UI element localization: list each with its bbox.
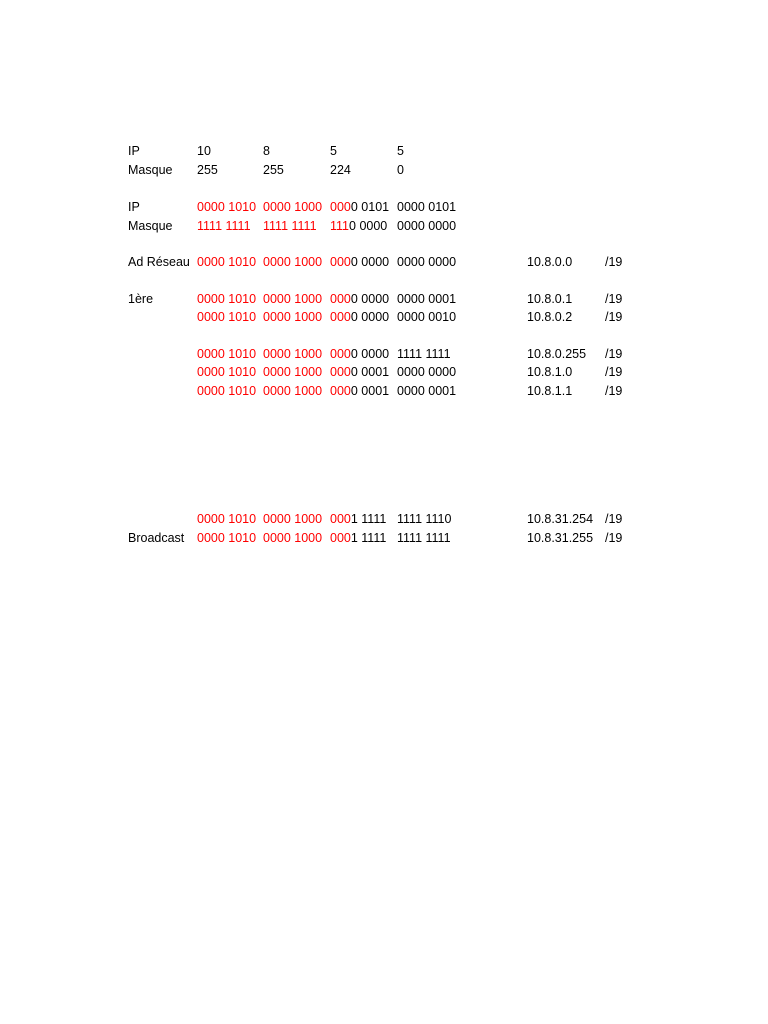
- network-bits: 000: [330, 292, 351, 306]
- network-bits: 000: [330, 531, 351, 545]
- row-label: Masque: [128, 219, 173, 233]
- cidr-suffix: /19: [605, 512, 623, 526]
- dotted-ip: 10.8.1.1: [527, 384, 573, 398]
- host-bits: 0 0101: [350, 200, 390, 214]
- row-label: Masque: [128, 163, 173, 177]
- octet-3-binary: [330, 510, 386, 528]
- network-bits: 000: [330, 310, 351, 324]
- network-bits: 000: [330, 384, 351, 398]
- host-bits: 0 0000: [350, 292, 390, 306]
- octet-2-binary: 0000 1000: [263, 365, 323, 379]
- octet-4: 0: [397, 163, 404, 177]
- host-bits: 0 0001: [350, 384, 390, 398]
- octet-2-binary: 0000 1000: [263, 384, 323, 398]
- octet-4-binary: 0000 0001: [397, 292, 457, 306]
- octet-4-binary: 0000 0000: [397, 365, 457, 379]
- octet-1-binary: 0000 1010: [197, 292, 257, 306]
- octet-4-binary: 0000 0001: [397, 384, 457, 398]
- octet-1-binary: 0000 1010: [197, 347, 257, 361]
- octet-3-binary: [330, 529, 386, 547]
- host-bits: 1 1111: [350, 512, 387, 526]
- octet-1-binary: 0000 1010: [197, 384, 257, 398]
- octet-3-binary: [330, 382, 389, 400]
- octet-4-binary: 0000 0101: [397, 200, 457, 214]
- octet-1-binary: 0000 1010: [197, 512, 257, 526]
- octet-4-binary: 0000 0010: [397, 310, 457, 324]
- octet-4: 5: [397, 144, 404, 158]
- dotted-ip: 10.8.0.2: [527, 310, 573, 324]
- network-bits: 000: [330, 365, 351, 379]
- octet-1-binary: 0000 1010: [197, 531, 257, 545]
- octet-4-binary: 0000 0000: [397, 255, 457, 269]
- octet-2-binary: 1111 1111: [263, 219, 317, 233]
- cidr-suffix: /19: [605, 347, 623, 361]
- octet-3-binary: [330, 217, 387, 235]
- octet-2-binary: 0000 1000: [263, 310, 323, 324]
- dotted-ip: 10.8.31.255: [527, 531, 594, 545]
- network-bits: 000: [330, 347, 351, 361]
- octet-4-binary: 0000 0000: [397, 219, 457, 233]
- octet-1: 10: [197, 144, 211, 158]
- octet-3: 224: [330, 163, 351, 177]
- octet-4-binary: 1111 1111: [397, 531, 451, 545]
- host-bits: 0 0001: [350, 365, 390, 379]
- network-bits: 111: [330, 219, 350, 233]
- cidr-suffix: /19: [605, 310, 623, 324]
- host-bits: 0 0000: [349, 219, 388, 233]
- octet-3-binary: [330, 345, 389, 363]
- octet-4-binary: 1111 1111: [397, 347, 451, 361]
- row-label: Broadcast: [128, 531, 185, 545]
- row-label: Ad Réseau: [128, 255, 190, 269]
- cidr-suffix: /19: [605, 384, 623, 398]
- cidr-suffix: /19: [605, 255, 623, 269]
- octet-3: 5: [330, 144, 337, 158]
- octet-1-binary: 0000 1010: [197, 310, 257, 324]
- cidr-suffix: /19: [605, 531, 623, 545]
- octet-2: 255: [263, 163, 284, 177]
- cidr-suffix: /19: [605, 365, 623, 379]
- row-label: IP: [128, 200, 140, 214]
- octet-1: 255: [197, 163, 218, 177]
- dotted-ip: 10.8.0.1: [527, 292, 573, 306]
- octet-1-binary: 1111 1111: [197, 219, 251, 233]
- octet-2-binary: 0000 1000: [263, 347, 323, 361]
- octet-4-binary: 1111 1110: [397, 512, 452, 526]
- octet-2: 8: [263, 144, 270, 158]
- dotted-ip: 10.8.0.0: [527, 255, 573, 269]
- cidr-suffix: /19: [605, 292, 623, 306]
- octet-2-binary: 0000 1000: [263, 255, 323, 269]
- octet-2-binary: 0000 1000: [263, 512, 323, 526]
- octet-1-binary: 0000 1010: [197, 365, 257, 379]
- host-bits: 1 1111: [350, 531, 387, 545]
- network-bits: 000: [330, 255, 351, 269]
- octet-3-binary: [330, 198, 389, 216]
- host-bits: 0 0000: [350, 255, 390, 269]
- octet-3-binary: [330, 290, 389, 308]
- octet-3-binary: [330, 253, 389, 271]
- network-bits: 000: [330, 512, 351, 526]
- dotted-ip: 10.8.1.0: [527, 365, 573, 379]
- network-bits: 000: [330, 200, 351, 214]
- octet-1-binary: 0000 1010: [197, 255, 257, 269]
- octet-2-binary: 0000 1000: [263, 531, 323, 545]
- octet-3-binary: [330, 363, 389, 381]
- octet-2-binary: 0000 1000: [263, 292, 323, 306]
- dotted-ip: 10.8.31.254: [527, 512, 594, 526]
- octet-2-binary: 0000 1000: [263, 200, 323, 214]
- host-bits: 0 0000: [350, 347, 390, 361]
- row-label: 1ère: [128, 292, 154, 306]
- octet-3-binary: [330, 308, 389, 326]
- row-label: IP: [128, 144, 140, 158]
- dotted-ip: 10.8.0.255: [527, 347, 587, 361]
- octet-1-binary: 0000 1010: [197, 200, 257, 214]
- host-bits: 0 0000: [350, 310, 390, 324]
